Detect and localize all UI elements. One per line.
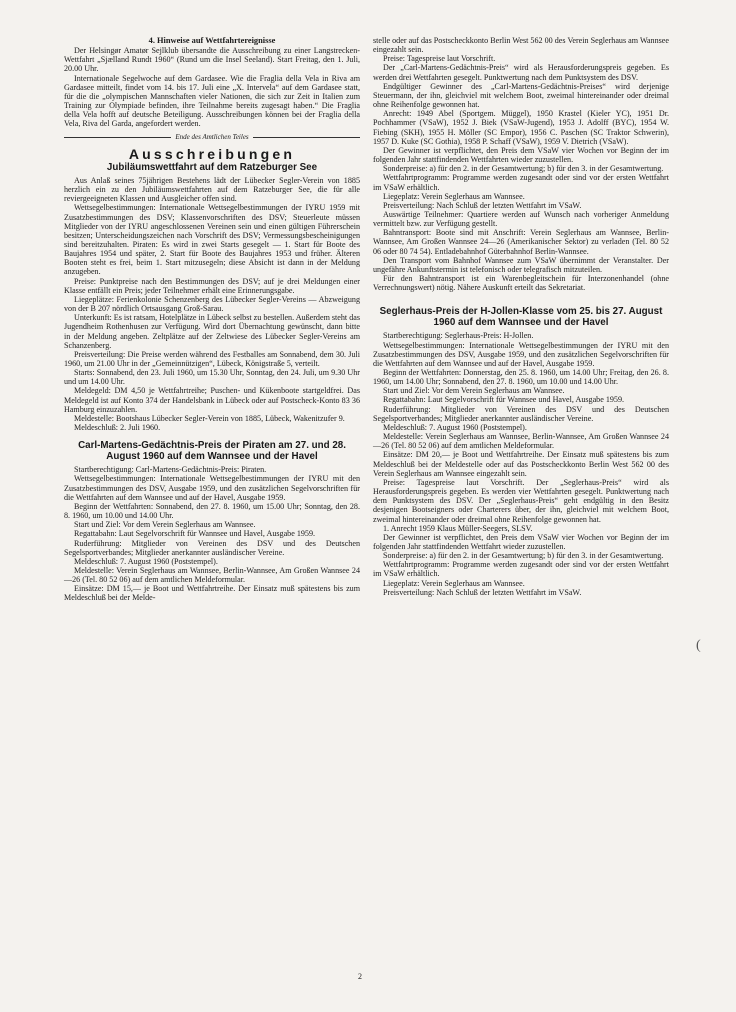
paragraph: Meldegeld: DM 4,50 je Wettfahrtreihe; Puschen- und Kükenboote startgeldfrei. Das Meldegeld ist auf Konto 374 der Handelsbank in Lübeck oder auf Postscheck-Konto 83 36 Hamburg einzuzahlen.	[64, 386, 360, 414]
paragraph: Meldestelle: Bootshaus Lübecker Segler-Verein von 1885, Lübeck, Wakenitzufer 9.	[74, 413, 345, 423]
paragraph: Meldeschluß: 7. August 1960 (Poststempel).	[74, 556, 218, 566]
paragraph: Preise: Punktpreise nach den Bestimmungen des DSV; auf je drei Meldungen einer Klasse entfällt ein Preis; jeder Teilnehmer erhält eine Erinnerungsgabe.	[64, 276, 360, 295]
amtlich-end-divider	[64, 133, 360, 142]
heading-seglerhaus-preis: Seglerhaus-Preis der H-Jollen-Klasse vom 25. bis 27. August 1960 auf dem Wannsee und der Havel	[379, 306, 663, 329]
paragraph: stelle oder auf das Postscheckkonto Berlin West 562 00 des Verein Seglerhaus am Wannsee eingezahlt sein.	[373, 36, 669, 55]
paragraph: Liegeplatz: Verein Seglerhaus am Wannsee.	[383, 191, 525, 201]
paragraph: Bahntransport: Boote sind mit Anschrift: Verein Seglerhaus am Wannsee, Berlin-Wannsee, Am Großen Wannsee 24—26 (Amerikanischer Sektor) zu verladen (Tel. 80 52 06 oder 80 74 54). Entladebahnhof Güterbahnhof Berlin-Wannsee.	[373, 228, 669, 256]
paragraph: Meldeschluß: 2. Juli 1960.	[74, 423, 161, 433]
left-column	[64, 36, 360, 603]
margin-mark: (	[696, 638, 701, 653]
paragraph: Einsätze: DM 20,— je Boot und Wettfahrtreihe. Der Einsatz muß spätestens bis zum Meldeschluß bei der Meldestelle oder auf das Postscheckkonto Berlin West 562 00 des Verein Seglerhaus am Wannsee eingezahlt sein.	[373, 450, 669, 478]
paragraph: Wettsegelbestimmungen: Internationale Wettsegelbestimmungen der IYRU mit den Zusatzbestimmungen des DSV, Ausgabe 1959, und den zusätzlichen Segelvorschriften für die Wettfahrten auf dem Wannsee und auf der Havel, Ausgabe 1959.	[64, 474, 360, 502]
paragraph: Der „Carl-Martens-Gedächtnis-Preis“ wird als Herausforderungspreis gegeben. Es werden drei Wettfahrten gesegelt. Punktwertung nach dem Punktsystem des DSV.	[373, 63, 669, 82]
paragraph: Startberechtigung: Carl-Martens-Gedächtnis-Preis: Piraten.	[74, 465, 267, 475]
divider-rule	[253, 137, 360, 138]
paragraph: Wettsegelbestimmungen: Internationale Wettsegelbestimmungen der IYRU 1959 mit Zusatzbestimmungen des DSV; Klassenvorschriften des DSV; Steuerleute müssen Mitglieder von der IYRU angeschlossenen Vereinen sein und einen gültigen Führerschein besitzen; Unterscheidungszeichen nach Vorschrift des DSV; Vermessungsbescheinigungen sind bereitzuhalten. Piraten: Es wird in zwei Starts gesegelt — 1. Start für Boote des Baujahres 1954 und später, 2. Start für Boote des Baujahres 1953 und früher. Älteren Booten steht es frei, beim 1. Start mitzusegeln; diese Absicht ist dann in der Meldung anzugeben.	[64, 203, 360, 277]
paragraph: Starts: Sonnabend, den 23. Juli 1960, um 15.30 Uhr, Sonntag, den 24. Juli, um 9.30 Uhr und um 14.00 Uhr.	[64, 368, 360, 387]
paragraph: Startberechtigung: Seglerhaus-Preis: H-Jollen.	[383, 331, 534, 341]
paragraph: Meldeschluß: 7. August 1960 (Poststempel).	[383, 422, 527, 432]
right-column	[373, 36, 669, 597]
paragraph: Endgültiger Gewinner des „Carl-Martens-Gedächtnis-Preises“ wird derjenige Steuermann, der ihn, gleichviel mit welchem Boot, zweimal hintereinander oder dreimal ohne Reihenfolge gewonnen hat.	[373, 81, 669, 110]
paragraph: Einsätze: DM 15,— je Boot und Wettfahrtreihe. Der Einsatz muß spätestens bis zum Meldeschluß bei der Melde-	[64, 584, 360, 603]
paragraph: Liegeplätze: Ferienkolonie Schenzenberg des Lübecker Segler-Vereins — Abzweigung von der B 207 nördlich Ortsausgang Groß-Sarau.	[64, 294, 360, 314]
divider-rule	[64, 137, 171, 138]
paragraph: Meldestelle: Verein Seglerhaus am Wannsee, Berlin-Wannsee, Am Großen Wannsee 24—26 (Tel. 80 52 06) auf dem amtlichen Meldeformular.	[64, 565, 360, 585]
paragraph: Der Gewinner ist verpflichtet, den Preis dem VSaW vier Wochen vor Beginn der im folgenden Jahr stattfindenden Wettfahrten wieder zuzustellen.	[373, 145, 669, 165]
paragraph: Den Transport vom Bahnhof Wannsee zum VSaW übernimmt der Veranstalter. Der ungefähre Ankunftstermin ist telefonisch oder telegrafisch mitzuteilen.	[373, 255, 669, 274]
paragraph: Der Gewinner ist verpflichtet, den Preis dem VSaW vier Wochen vor Beginn der im folgenden Jahr stattfindenden Wettfahrt wieder zuzustellen.	[373, 532, 669, 551]
paragraph: Regattabahn: Laut Segelvorschrift für Wannsee und Havel, Ausgabe 1959.	[383, 395, 625, 405]
paragraph: Aus Anlaß seines 75jährigen Bestehens lädt der Lübecker Segler-Verein von 1885 herzlich ein zu den Jubiläumswettfahrten auf dem Ratzeburger See, die für alle reviergeeigneten Klassen und Ausgleicher offen sind.	[64, 175, 360, 204]
paragraph: Preisverteilung: Die Preise werden während des Festballes am Sonnabend, dem 30. Juli 1960, um 21.00 Uhr in der „Gemeinnützigen“, Lübeck, Königstraße 5, verteilt.	[64, 349, 360, 368]
paragraph: Der Helsingør Amatør Sejlklub übersandte die Ausschreibung zu einer Langstrecken-Wettfahrt „Sjælland Rundt 1960“ (Rund um die Insel Seeland). Start Freitag, den 1. Juli, 20.00 Uhr.	[64, 46, 360, 74]
paragraph: Start und Ziel: Vor dem Verein Seglerhaus am Wannsee.	[383, 386, 565, 396]
paragraph: Preise: Tagespreise laut Vorschrift.	[383, 54, 496, 64]
ausschreibungen-heading: Ausschreibungen	[128, 145, 296, 162]
paragraph: Start und Ziel: Vor dem Verein Seglerhaus am Wannsee.	[74, 520, 256, 530]
paragraph: 1. Anrecht 1959 Klaus Müller-Seegers, SLSV.	[383, 523, 533, 533]
paragraph: Unterkunft: Es ist ratsam, Hotelplätze in Lübeck selbst zu bestellen. Außerdem steht das Jugendheim Rothenhusen zur Verfügung. Wird dort Übernachtung gewünscht, dann bitte in der Meldung angeben. Zeltplätze auf der Zeltwiese des Lübecker Segler-Vereins am Schanzenberg.	[64, 313, 360, 350]
paragraph: Ruderführung: Mitglieder von Vereinen des DSV und des Deutschen Segelsportverbandes; Mitglieder anerkannter ausländischer Vereine.	[64, 538, 360, 557]
paragraph: Wettfahrtprogramm: Programme werden zugesandt oder sind vor der ersten Wettfahrt im VSaW erhältlich.	[373, 173, 669, 192]
paragraph: Preise: Tagespreise laut Vorschrift. Der „Seglerhaus-Preis“ wird als Herausforderungspreis gegeben. Es werden vier Wettfahrten gesegelt. Punktwertung nach dem Punktsystem des DSV. Der „Seglerhaus-Preis“ geht endgültig in den Besitz desjenigen Bootseigners oder Charterers über, der ihn, gleichviel mit welchem Boot, zweimal hintereinander oder dreimal ohne Reihenfolge gewonnen hat.	[373, 477, 669, 524]
paragraph: Liegeplatz: Verein Seglerhaus am Wannsee.	[383, 578, 525, 588]
paragraph: Preisverteilung: Nach Schluß der letzten Wettfahrt im VSaW.	[383, 200, 582, 210]
paragraph: Beginn der Wettfahrten: Sonnabend, den 27. 8. 1960, um 15.00 Uhr; Sonntag, den 28. 8. 1960, um 10.00 und 14.00 Uhr.	[64, 501, 360, 521]
heading-jubilaeumswettfahrt: Jubiläumswettfahrt auf dem Ratzeburger See	[106, 161, 318, 173]
paragraph: Für den Bahntransport ist ein Warenbegleitschein für Interzonenhandel (ohne Verrechnungswert) nötig. Nähere Auskunft erteilt das Sekretariat.	[373, 274, 669, 293]
paragraph: Internationale Segelwoche auf dem Gardasee. Wie die Fraglia della Vela in Riva am Gardasee mitteilt, findet vom 14. bis 17. Juli eine „X. Intervela“ auf dem Gardasee statt, für die die „olympischen Mannschaften vieler Nationen, die sich zur Zeit in Italien zum Training zur Olympiade befinden, ihre Teilnahme bereits zugesagt haben.“ Die Fraglia della Vela hofft auf deutsche Beteiligung. Ausschreibungen können bei der Fraglia della Vela, Riva del Garda, angefordert werden.	[64, 73, 360, 129]
paragraph: Sonderpreise: a) für den 2. in der Gesamtwertung; b) für den 3. in der Gesamtwertung.	[383, 164, 664, 174]
paragraph: Beginn der Wettfahrten: Donnerstag, den 25. 8. 1960, um 14.00 Uhr; Freitag, den 26. 8. 1960, um 14.00 Uhr; Sonnabend, den 27. 8. 1960, um 10.00 und 14.00 Uhr.	[373, 368, 669, 387]
section-title-hinweise: 4. Hinweise auf Wettfahrtereignisse	[148, 36, 276, 45]
paragraph: Sonderpreise: a) für den 2. in der Gesamtwertung; b) für den 3. in der Gesamtwertung.	[383, 551, 664, 561]
amtlich-end-label: Ende des Amtlichen Teiles	[175, 132, 249, 141]
heading-carl-martens: Carl-Martens-Gedächtnis-Preis der Piraten am 27. und 28. August 1960 auf dem Wannsee und der Havel	[78, 440, 346, 463]
paragraph: Auswärtige Teilnehmer: Quartiere werden auf Wunsch nach vorheriger Anmeldung vermittelt bzw. zur Verfügung gestellt.	[373, 209, 669, 229]
paragraph: Anrecht: 1949 Abel (Sportgem. Müggel), 1950 Krastel (Kieler YC), 1951 Dr. Pochhammer (VSaW), 1952 J. Biek (VSaW-Jugend), 1953 J. Adolff (BYC), 1954 W. Fiebing (SKH), 1955 H. Möller (SC Empor), 1956 C. Paschen (SC Traktor Schwerin), 1957 D. Kuke (SC Gothia), 1958 P. Schaff (VSaW), 1959 V. Dietrich (VSaW).	[373, 109, 669, 146]
paragraph: Wettsegelbestimmungen: Internationale Wettsegelbestimmungen der IYRU mit den Zusatzbestimmungen des DSV, Ausgabe 1959, und den zusätzlichen Segelvorschriften für die Wettfahrten auf dem Wannsee und auf der Havel, Ausgabe 1959.	[373, 340, 669, 368]
paragraph: Meldestelle: Verein Seglerhaus am Wannsee, Berlin-Wannsee, Am Großen Wannsee 24—26 (Tel. 80 52 06) auf dem amtlichen Meldeformular.	[373, 432, 669, 451]
paragraph: Preisverteilung: Nach Schluß der letzten Wettfahrt im VSaW.	[383, 587, 582, 597]
paragraph: Ruderführung: Mitglieder von Vereinen des DSV und des Deutschen Segelsportverbandes; Mitglieder anerkannter ausländischer Vereine.	[373, 404, 669, 423]
page-number: 2	[358, 972, 362, 981]
paragraph: Wettfahrtprogramm: Programme werden zugesandt oder sind vor der ersten Wettfahrt im VSaW erhältlich.	[373, 560, 669, 579]
paragraph: Regattabahn: Laut Segelvorschrift für Wannsee und Havel, Ausgabe 1959.	[74, 529, 316, 539]
